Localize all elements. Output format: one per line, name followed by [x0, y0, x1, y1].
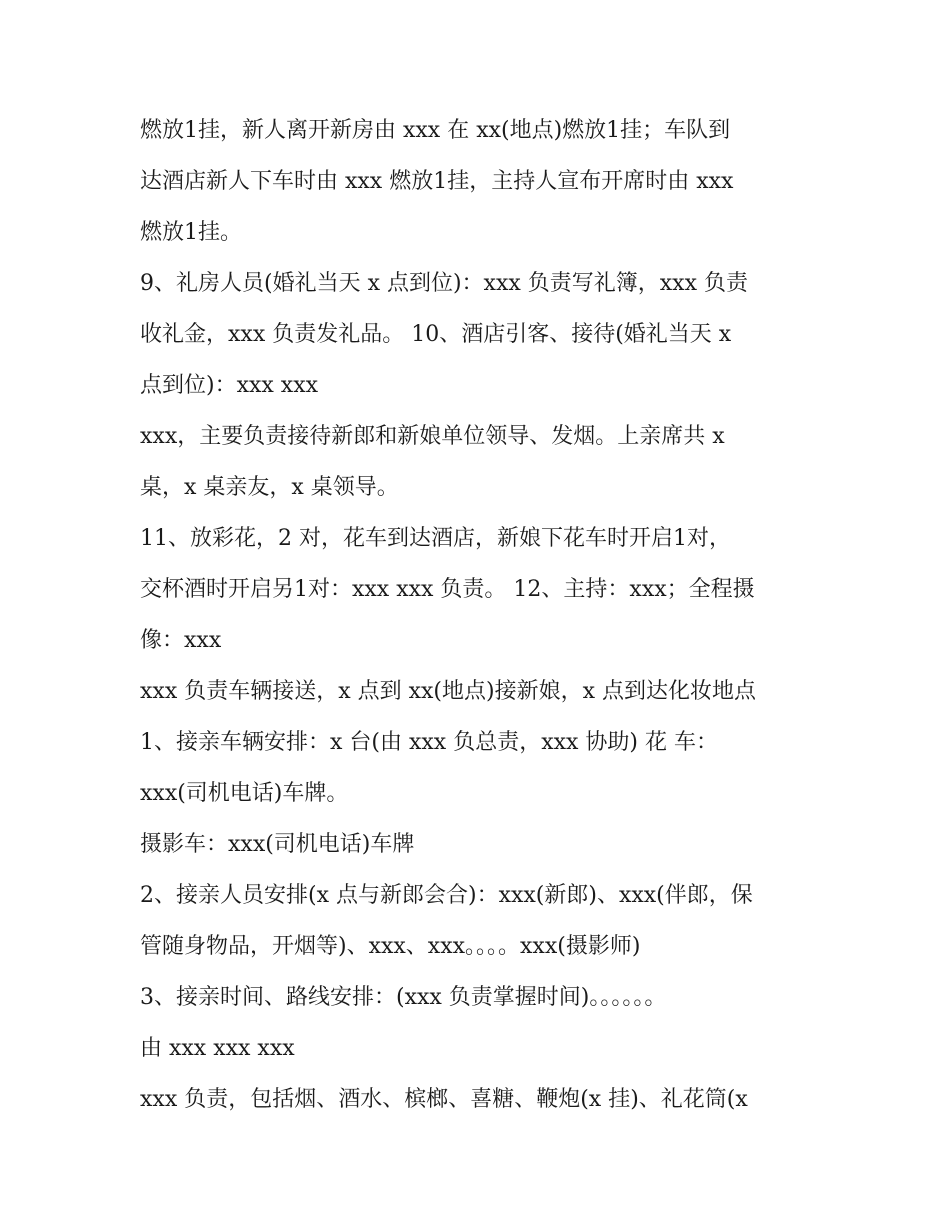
text-line: 燃放1挂。	[140, 220, 242, 245]
text-line: 点到位)：xxx xxx	[140, 373, 319, 398]
text-line: 1、接亲车辆安排：x 台(由 xxx 负总责，xxx 协助) 花 车：	[140, 730, 718, 755]
text-line: xxx，主要负责接待新郎和新娘单位领导、发烟。上亲席共 x	[140, 424, 725, 449]
text-line: 像：xxx	[140, 628, 222, 653]
text-line: xxx(司机电话)车牌。	[140, 781, 349, 806]
document-body	[140, 105, 820, 1125]
text-line: 管随身物品，开烟等)、xxx、xxx。。。。xxx(摄影师)	[140, 934, 641, 959]
text-line: 交杯酒时开启另1对：xxx xxx 负责。 12、主持：xxx；全程摄	[140, 577, 755, 602]
text-line: 摄影车：xxx(司机电话)车牌	[140, 832, 415, 857]
text-line: 2、接亲人员安排(x 点与新郎会合)：xxx(新郎)、xxx(伴郎，保	[140, 883, 753, 908]
text-line: 燃放1挂，新人离开新房由 xxx 在 xx(地点)燃放1挂；车队到	[140, 118, 731, 143]
text-line: 桌，x 桌亲友，x 桌领导。	[140, 475, 399, 500]
text-line: xxx 负责，包括烟、酒水、槟榔、喜糖、鞭炮(x 挂)、礼花筒(x	[140, 1087, 748, 1112]
text-line: 达酒店新人下车时由 xxx 燃放1挂，主持人宣布开席时由 xxx	[140, 169, 734, 194]
text-line: 11、放彩花，2 对，花车到达酒店，新娘下花车时开启1对，	[140, 526, 731, 551]
text-line: 3、接亲时间、路线安排：(xxx 负责掌握时间)。。。。。。	[140, 985, 667, 1010]
text-line: 由 xxx xxx xxx	[140, 1036, 295, 1061]
text-line: 收礼金，xxx 负责发礼品。 10、酒店引客、接待(婚礼当天 x	[140, 322, 732, 347]
text-line: xxx 负责车辆接送，x 点到 xx(地点)接新娘，x 点到达化妆地点	[140, 679, 756, 704]
text-line: 9、礼房人员(婚礼当天 x 点到位)：xxx 负责写礼簿，xxx 负责	[140, 271, 748, 296]
